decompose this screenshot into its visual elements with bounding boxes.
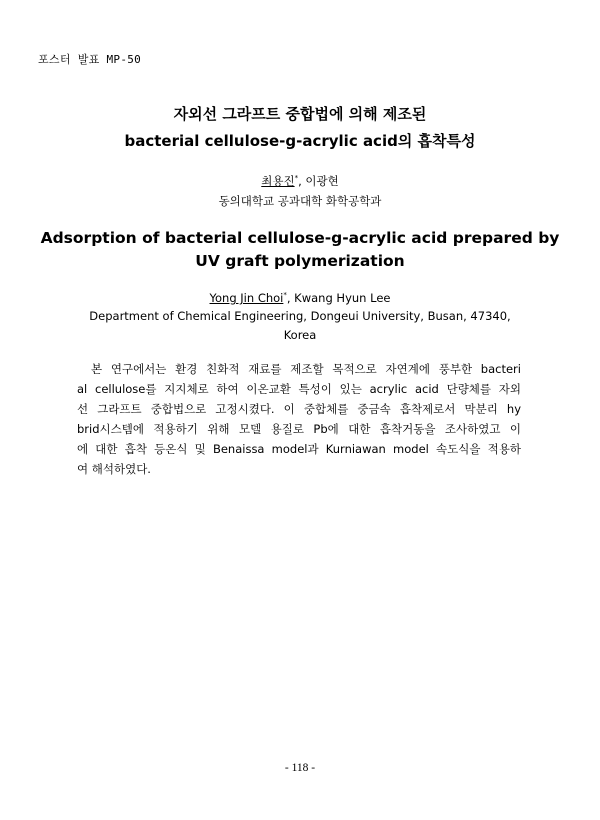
english-authors xyxy=(0,291,600,305)
abstract-line: al cellulose를 지지체로 하여 이온교환 특성이 있는 acrylic acid 단량체를 자외 xyxy=(77,382,521,396)
korean-title-line-2: bacterial cellulose-g-acrylic acid의 흡착특성 xyxy=(124,132,476,150)
abstract-line: 에 대한 흡착 등온식 및 Benaissa model과 Kurniawan model 속도식을 적용하 xyxy=(77,442,521,456)
abstract-line: 본 연구에서는 환경 친화적 재료를 제조할 목적으로 자연계에 풍부한 bacteri xyxy=(91,362,521,376)
english-title-line-1: Adsorption of bacterial cellulose-g-acrylic acid prepared by xyxy=(40,229,560,247)
abstract-line: 여 해석하였다. xyxy=(77,462,151,476)
english-author-mark: * xyxy=(283,291,287,300)
english-coauthors: , Kwang Hyun Lee xyxy=(286,291,391,305)
abstract-line: brid시스템에 적용하기 위해 모델 용질로 Pb에 대한 흡착거동을 조사하였고 이 xyxy=(77,422,521,436)
korean-title-line-1: 자외선 그라프트 중합법에 의해 제조된 xyxy=(173,105,427,123)
abstract-body xyxy=(77,359,521,479)
korean-authors xyxy=(0,173,600,189)
english-affiliation-line-2: Korea xyxy=(283,328,317,342)
session-tag: 포스터 발표 MP-50 xyxy=(38,53,142,66)
english-affiliation-line-1: Department of Chemical Engineering, Dongeui University, Busan, 47340, xyxy=(89,309,511,323)
korean-coauthors: , 이광현 xyxy=(298,174,339,188)
korean-author-mark: * xyxy=(294,174,299,183)
korean-presenting-author: 최용진 xyxy=(261,174,295,188)
english-presenting-author: Yong Jin Choi xyxy=(209,291,284,305)
abstract-line: 선 그라프트 중합법으로 고정시켰다. 이 중합체를 중금속 흡착제로서 막분리 hy xyxy=(77,402,521,416)
page-number: - 118 - xyxy=(284,762,316,774)
english-title-line-2: UV graft polymerization xyxy=(195,252,405,270)
korean-affiliation: 동의대학교 공과대학 화학공학과 xyxy=(218,194,382,208)
